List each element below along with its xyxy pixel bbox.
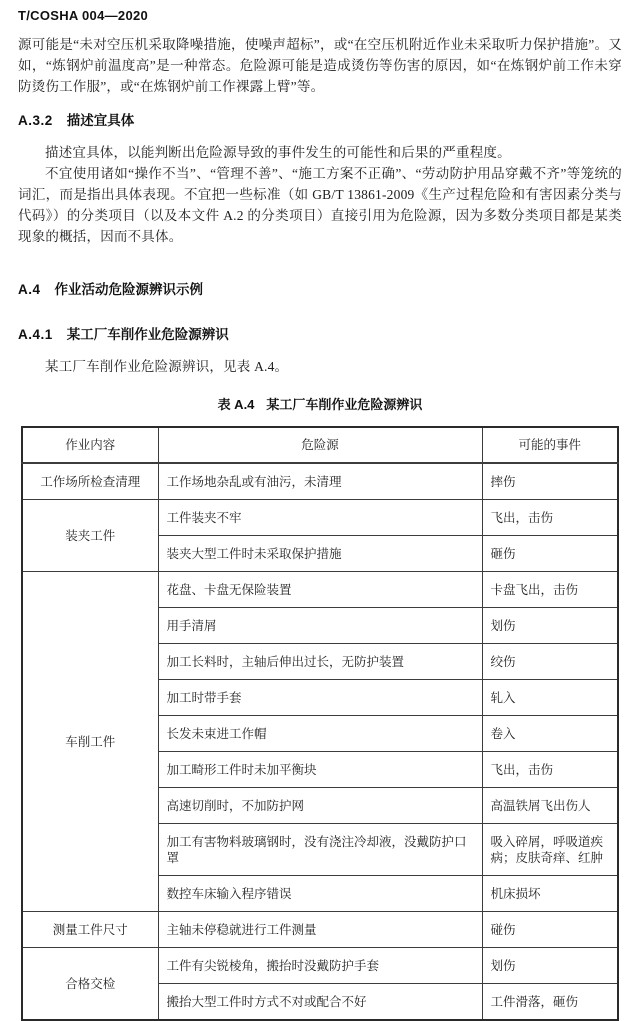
event-cell: 飞出，击伤 <box>482 500 618 536</box>
activity-cell: 测量工件尺寸 <box>22 912 158 948</box>
hazard-cell: 长发未束进工作帽 <box>158 716 482 752</box>
hazard-cell: 加工时带手套 <box>158 680 482 716</box>
event-cell: 工件滑落，砸伤 <box>482 984 618 1021</box>
event-cell: 划伤 <box>482 948 618 984</box>
table-row <box>22 912 618 948</box>
heading-a41 <box>18 323 622 343</box>
event-cell: 卷入 <box>482 716 618 752</box>
paragraph-avoid-vague-terms: 不宜使用诸如“操作不当”、“管理不善”、“施工方案不正确”、“劳动防护用品穿戴不齐”等笼统的词汇，而是指出具体表现。不宜把一些标准（如 GB/T 13861-2009《生产过程危险和有害因素分类与代码》）的分类项目（以及本文件 A.2 的分类项目）直接引用为危险源，因为多数分类项目都是某类现象的概括，因而不具体。 <box>18 166 622 244</box>
table-caption-title: 某工厂车削作业危险源辨识 <box>266 397 423 412</box>
table-row <box>22 500 618 536</box>
table-row <box>22 572 618 608</box>
event-cell: 砸伤 <box>482 536 618 572</box>
event-cell: 卡盘飞出，击伤 <box>482 572 618 608</box>
column-header-hazard: 危险源 <box>158 427 482 463</box>
event-cell: 飞出，击伤 <box>482 752 618 788</box>
hazard-cell: 工件装夹不牢 <box>158 500 482 536</box>
table-row <box>22 948 618 984</box>
hazard-cell: 高速切削时，不加防护网 <box>158 788 482 824</box>
heading-number: A.4.1 <box>18 327 53 342</box>
heading-title: 作业活动危险源辨识示例 <box>54 282 204 297</box>
hazard-cell: 加工有害物料玻璃钢时，没有浇注冷却液，没戴防护口罩 <box>158 824 482 876</box>
paragraph-continuation: 源可能是“未对空压机采取降噪措施，使噪声超标”，或“在空压机附近作业未采取听力保护措施”。又如，“炼钢炉前温度高”是一种常态。危险源可能是造成烫伤等伤害的原因，如“在炼钢炉前工作未穿防烫伤工作服”，或“在炼钢炉前工作裸露上臂”等。 <box>18 37 622 94</box>
hazard-cell: 加工畸形工件时未加平衡块 <box>158 752 482 788</box>
hazard-cell: 工作场地杂乱或有油污，未清理 <box>158 463 482 500</box>
event-cell: 绞伤 <box>482 644 618 680</box>
heading-a32 <box>18 109 622 129</box>
heading-a4 <box>18 278 622 298</box>
hazard-cell: 花盘、卡盘无保险装置 <box>158 572 482 608</box>
hazard-cell: 加工长料时，主轴后伸出过长，无防护装置 <box>158 644 482 680</box>
event-cell: 轧入 <box>482 680 618 716</box>
table-caption <box>18 394 622 413</box>
activity-cell: 装夹工件 <box>22 500 158 572</box>
event-cell: 吸入碎屑，呼吸道疾病；皮肤奇痒、红肿 <box>482 824 618 876</box>
doc-number: T/COSHA 004—2020 <box>18 8 149 23</box>
hazard-cell: 主轴未停稳就进行工件测量 <box>158 912 482 948</box>
activity-cell: 车削工件 <box>22 572 158 912</box>
column-header-event: 可能的事件 <box>482 427 618 463</box>
hazard-cell: 数控车床输入程序错误 <box>158 876 482 912</box>
paragraph-see-table: 某工厂车削作业危险源辨识，见表 A.4。 <box>45 359 289 374</box>
hazard-cell: 装夹大型工件时未采取保护措施 <box>158 536 482 572</box>
heading-title: 某工厂车削作业危险源辨识 <box>66 327 229 342</box>
hazard-identification-table <box>21 426 619 1021</box>
hazard-cell: 搬抬大型工件时方式不对或配合不好 <box>158 984 482 1021</box>
table-caption-label: 表 A.4 <box>217 397 255 412</box>
activity-cell: 工作场所检查清理 <box>22 463 158 500</box>
heading-number: A.4 <box>18 282 41 297</box>
hazard-cell: 用手清屑 <box>158 608 482 644</box>
table-body <box>22 463 618 1020</box>
heading-title: 描述宜具体 <box>66 113 135 128</box>
paragraph-describe-specific: 描述宜具体，以能判断出危险源导致的事件发生的可能性和后果的严重程度。 <box>45 145 511 160</box>
event-cell: 碰伤 <box>482 912 618 948</box>
table-row <box>22 463 618 500</box>
hazard-cell: 工件有尖锐棱角，搬抬时没戴防护手套 <box>158 948 482 984</box>
heading-number: A.3.2 <box>18 113 53 128</box>
event-cell: 机床损坏 <box>482 876 618 912</box>
table-header <box>22 427 618 463</box>
activity-cell: 合格交检 <box>22 948 158 1021</box>
event-cell: 高温铁屑飞出伤人 <box>482 788 618 824</box>
column-header-activity: 作业内容 <box>22 427 158 463</box>
event-cell: 摔伤 <box>482 463 618 500</box>
event-cell: 划伤 <box>482 608 618 644</box>
